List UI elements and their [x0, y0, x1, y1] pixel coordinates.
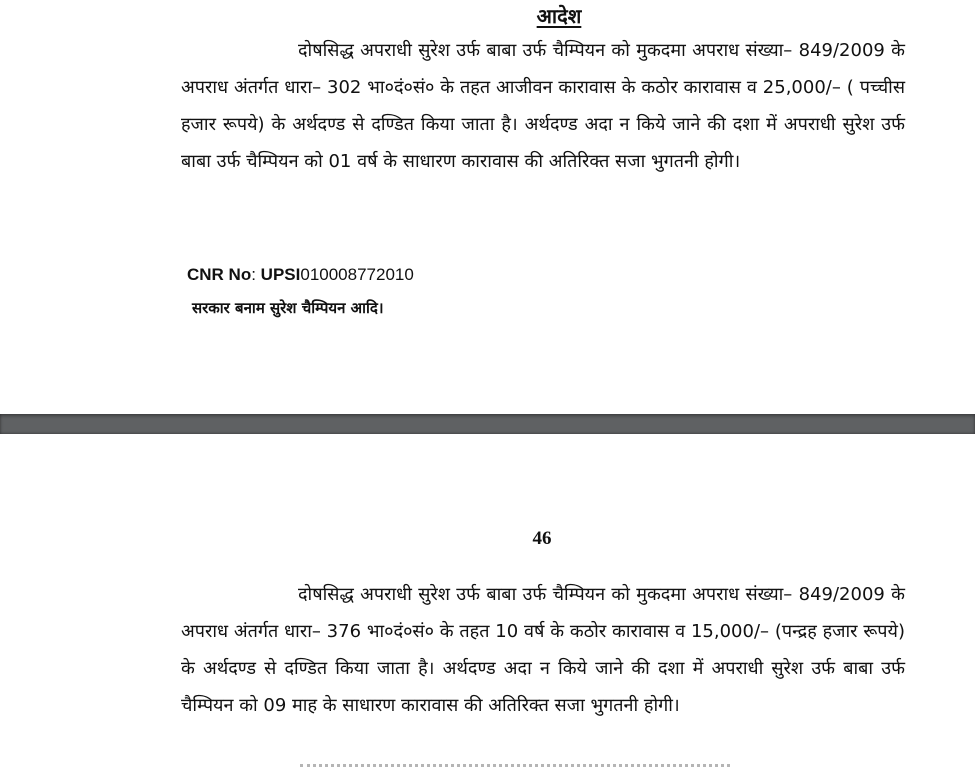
case-title: सरकार बनाम सुरेश चैम्पियन आदि।	[192, 299, 384, 317]
page-number: 46	[532, 528, 552, 549]
order-paragraph-section-302: दोषसिद्ध अपराधी सुरेश उर्फ बाबा उर्फ चैम्पियन को मुकदमा अपराध संख्या– 849/2009 के अपराध अंतर्गत धारा– 302 भा०दं०सं० के तहत आजीवन कारावास के कठोर कारावास व 25,000/– ( पच्चीस हजार रूपये) के अर्थदण्ड से दण्डित किया जाता है। अर्थदण्ड अदा न किये जाने की दशा में अपराधी सुरेश उर्फ बाबा उर्फ चैम्पियन को 01 वर्ष के साधारण कारावास की अतिरिक्त सजा भुगतनी होगी।	[181, 40, 905, 172]
page-separator	[0, 414, 975, 434]
order-heading: आदेश	[536, 4, 582, 28]
cnr-digits: 010008772010	[300, 265, 414, 284]
document-page-bottom	[0, 434, 975, 769]
cnr-separator: :	[251, 265, 261, 284]
cnr-prefix: UPSI	[260, 265, 301, 284]
cnr-number	[187, 263, 414, 287]
order-paragraph-section-376: दोषसिद्ध अपराधी सुरेश उर्फ बाबा उर्फ चैम्पियन को मुकदमा अपराध संख्या– 849/2009 के अपराध अंतर्गत धारा– 376 भा०दं०सं० के तहत 10 वर्ष के कठोर कारावास व 15,000/– (पन्द्रह हजार रूपये) के अर्थदण्ड से दण्डित किया जाता है। अर्थदण्ड अदा न किये जाने की दशा में अपराधी सुरेश उर्फ बाबा उर्फ चैम्पियन को 09 माह के साधारण कारावास की अतिरिक्त सजा भुगतनी होगी।	[181, 584, 905, 716]
truncated-text-line	[300, 764, 730, 769]
cnr-label: CNR No	[187, 265, 252, 284]
